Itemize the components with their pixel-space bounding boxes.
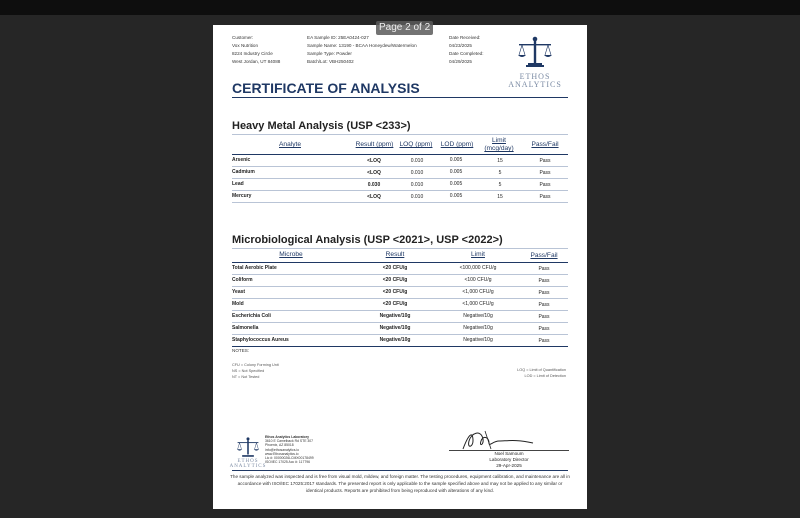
lab-website: www.Ethosanalytics.io	[265, 451, 299, 456]
batch-lot: Batch/Lot: VBH250402	[307, 59, 354, 64]
analyte-loq: 0.010	[410, 182, 424, 188]
analyte-name: Mercury	[232, 193, 252, 199]
analyte-pass: Pass	[539, 158, 551, 164]
microbe-name: Total Aerobic Plate	[232, 265, 277, 271]
analyte-result: <LOQ	[367, 158, 381, 164]
logo-line1: ETHOS	[519, 72, 551, 81]
viewer-toolbar	[0, 0, 800, 15]
page-indicator: Page 2 of 2	[376, 21, 433, 35]
microbe-name: Coliform	[232, 277, 253, 283]
scales-logo-icon	[515, 35, 555, 71]
analyte-loq: 0.010	[410, 158, 424, 164]
analyte-limit: 5	[498, 170, 502, 176]
row-divider	[232, 274, 568, 275]
analyte-lod: 0.005	[449, 169, 463, 175]
date-received-label: Date Received:	[449, 35, 481, 40]
microbe-limit: Negative/10g	[463, 313, 493, 319]
document-title: CERTIFICATE OF ANALYSIS	[232, 80, 420, 96]
row-divider	[232, 334, 568, 335]
analyte-name: Cadmium	[232, 169, 255, 175]
microbe-result: Negative/10g	[379, 313, 411, 319]
col-limit: Limit	[471, 251, 485, 258]
microbe-result: <20 CFU/g	[382, 265, 408, 271]
sign-date: 29-Apr-2025	[496, 463, 522, 468]
col-result-ppm: Result (ppm)	[355, 141, 394, 148]
col-lod-ppm: LOD (ppm)	[440, 141, 474, 148]
microbe-name: Yeast	[232, 289, 246, 295]
footer-scales-logo-icon	[235, 435, 261, 461]
microbe-name: Mold	[232, 301, 244, 307]
micro-top-rule	[232, 248, 568, 249]
footer-logo-line2: ANALYTICS	[229, 464, 267, 469]
sample-info	[307, 34, 417, 66]
analyte-pass: Pass	[539, 194, 551, 200]
signer-name: Noel Samoum	[494, 451, 524, 456]
microbe-result: Negative/10g	[379, 325, 411, 331]
heavy-metal-title: Heavy Metal Analysis (USP <233>)	[232, 120, 411, 132]
customer-name: Vox Nutrition	[232, 43, 259, 48]
customer-info	[232, 34, 280, 66]
microbe-name: Salmonella	[232, 325, 259, 331]
microbe-pass: Pass	[538, 314, 550, 320]
lab-iso: ISO/IEC 17025 Acc #: 117796	[265, 460, 310, 465]
heavy-metal-header-rule	[232, 154, 568, 155]
microbe-name: Escherichia Coli	[232, 313, 271, 319]
microbe-pass: Pass	[538, 278, 550, 284]
date-completed-label: Date Completed:	[449, 51, 484, 56]
microbe-result: Negative/10g	[379, 337, 411, 343]
sample-id: EA Sample ID: 25EA0424-027	[307, 35, 369, 40]
analyte-limit: 15	[497, 158, 503, 164]
lab-city: Phoenix, AZ 85018	[265, 443, 294, 448]
col-loq-ppm: LOQ (ppm)	[399, 141, 433, 148]
micro-bottom-rule	[232, 346, 568, 347]
signer-title: Laboratory Director	[489, 457, 529, 462]
col-pass-fail: Pass/Fail	[531, 141, 559, 148]
micro-header-rule	[232, 262, 568, 263]
microbe-pass: Pass	[538, 290, 550, 296]
footer-rule	[232, 470, 568, 471]
analyte-result: <LOQ	[367, 170, 381, 176]
microbe-result: <20 CFU/g	[382, 289, 408, 295]
analyte-limit: 15	[497, 194, 503, 200]
analyte-lod: 0.005	[449, 193, 463, 199]
col-analyte: Analyte	[279, 141, 301, 148]
row-divider	[232, 286, 568, 287]
microbe-name: Staphylococcus Aureus	[232, 337, 289, 343]
microbe-limit: Negative/10g	[463, 325, 493, 331]
customer-address: 8224 Industry Circle	[232, 51, 273, 56]
signer-block	[449, 451, 569, 469]
microbe-pass: Pass	[538, 338, 550, 344]
date-completed: 04/29/2025	[449, 59, 472, 64]
lab-street: 3610 E Camelback Rd STE 307	[265, 439, 314, 444]
customer-label: Customer:	[232, 35, 254, 40]
row-divider	[232, 298, 568, 299]
analyte-name: Lead	[232, 181, 244, 187]
row-divider	[232, 166, 568, 167]
col-result: Result	[385, 251, 405, 258]
date-info	[449, 34, 483, 66]
analyte-limit: 5	[498, 182, 502, 188]
analyte-result: <LOQ	[367, 194, 381, 200]
title-rule	[232, 97, 568, 98]
date-received: 04/23/2025	[449, 43, 472, 48]
col-microbe: Microbe	[279, 251, 303, 258]
microbe-result: <20 CFU/g	[382, 301, 408, 307]
note-loq: LOQ = Limit of Quantification	[517, 368, 566, 372]
microbe-limit: Negative/10g	[463, 337, 493, 343]
disclaimer: The sample analyzed was inspected and is free from visual mold, mildew, and foreign matter. The testing procedures, equipment calibration, and maintenance are all in accordance with ISO/IEC 17025:2017 standards. The presented report is only applicable to the sample specified above and may not be applied to any similar or identical products. Reports are prohibited from being reproduced with alterations of any kind.	[230, 474, 570, 493]
lab-email: info@ethosanalytics.io	[265, 447, 299, 452]
row-divider	[232, 178, 568, 179]
analyte-pass: Pass	[539, 170, 551, 176]
analyte-name: Arsenic	[232, 157, 251, 163]
analyte-loq: 0.010	[410, 170, 424, 176]
row-divider	[232, 322, 568, 323]
analyte-pass: Pass	[539, 182, 551, 188]
note-nt: NT = Not Tested	[232, 375, 260, 379]
row-divider	[232, 202, 568, 203]
micro-title: Microbiological Analysis (USP <2021>, USP <2022>)	[232, 234, 503, 246]
footer-logo-wordmark	[227, 459, 269, 469]
microbe-limit: <1,000 CFU/g	[462, 301, 494, 307]
row-divider	[232, 310, 568, 311]
analyte-loq: 0.010	[410, 194, 424, 200]
col-limit: Limit (mcg/day)	[484, 137, 514, 152]
heavy-metal-top-rule	[232, 134, 568, 135]
analyte-lod: 0.005	[449, 181, 463, 187]
col-pass-fail: Pass/Fail	[530, 252, 558, 259]
notes-label: NOTES:	[232, 348, 250, 353]
logo-wordmark	[503, 73, 567, 89]
note-cfu: CFU = Colony Forming Unit	[232, 363, 279, 367]
analyte-lod: 0.005	[449, 157, 463, 163]
document-page	[213, 25, 587, 509]
lab-license: Lic #: 00000026LCMX00178499	[265, 456, 314, 461]
logo-line2: ANALYTICS	[508, 80, 562, 89]
row-divider	[232, 190, 568, 191]
microbe-pass: Pass	[538, 302, 550, 308]
microbe-limit: <100 CFU/g	[464, 277, 492, 283]
footer-logo-line1: ETHOS	[237, 459, 259, 464]
microbe-pass: Pass	[538, 266, 550, 272]
lab-name: Ethos Analytics Laboratory	[265, 435, 309, 439]
note-lod: LOD = Limit of Detection	[524, 374, 566, 378]
notes-limits	[483, 367, 566, 379]
microbe-result: <20 CFU/g	[382, 277, 408, 283]
notes-abbreviations	[232, 362, 279, 380]
analyte-result: 0.030	[367, 182, 381, 188]
lab-address	[265, 435, 314, 464]
customer-city: West Jordan, UT 84088	[232, 59, 281, 64]
microbe-limit: <1,000 CFU/g	[462, 289, 494, 295]
microbe-limit: <100,000 CFU/g	[459, 265, 497, 271]
microbe-pass: Pass	[538, 326, 550, 332]
sample-type: Sample Type: Powder	[307, 51, 352, 56]
note-ns: NS = Not Specified	[232, 369, 265, 373]
sample-name: Sample Name: 13190 - BCAA Honeydew/Watermelon	[307, 43, 417, 48]
